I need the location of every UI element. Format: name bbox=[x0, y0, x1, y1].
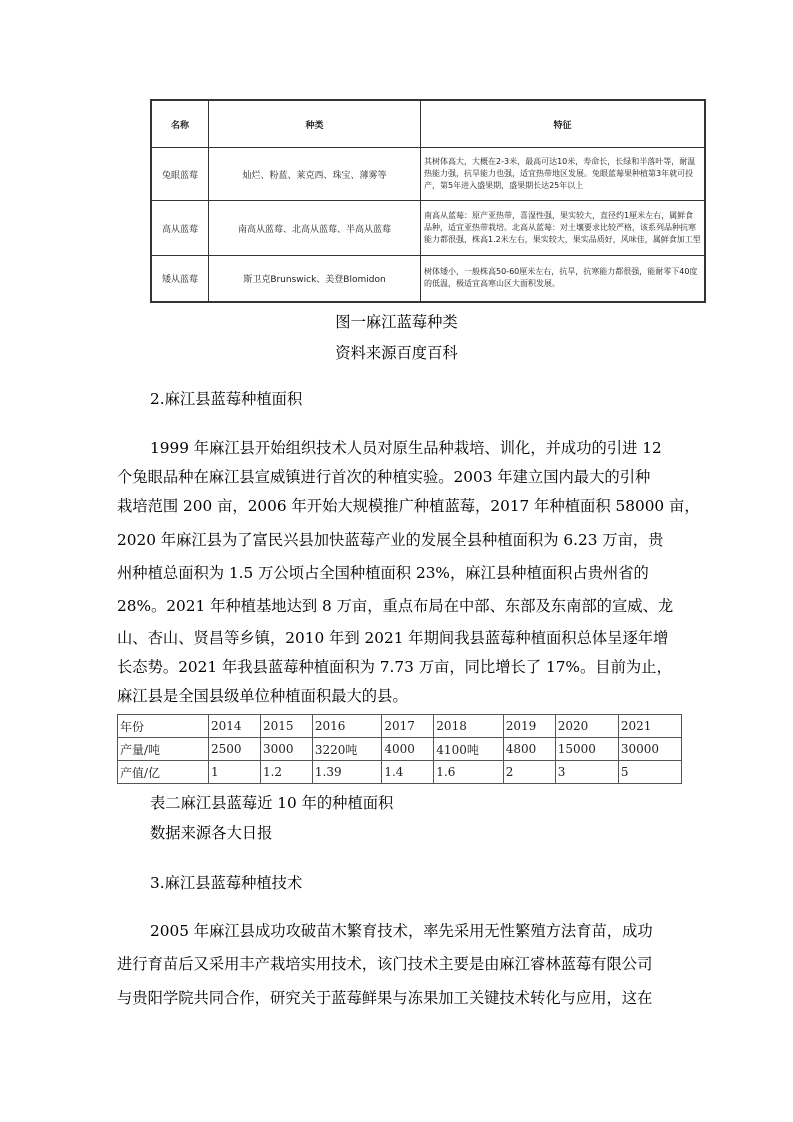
table-cell: 2014 bbox=[209, 715, 261, 738]
figure-cell-name: 兔眼蓝莓 bbox=[151, 148, 209, 201]
paragraph-line: 栽培范围 200 亩，2006 年开始大规模推广种植蓝莓，2017 年种植面积 58000 亩， bbox=[117, 497, 700, 515]
figure-cell-features: 其树体高大，大概在2-3米，最高可达10米，寿命长，长绿和半落叶等，耐温热能力强，抗旱能力也强，适宜热带地区发展。兔眼蓝莓果种植第3年就可投产，第5年进入盛果期，盛果期长达25年以上 bbox=[421, 148, 706, 201]
table-cell: 2020 bbox=[555, 715, 618, 738]
paragraph-line: 2020 年麻江县为了富民兴县加快蓝莓产业的发展全县种植面积为 6.23 万亩，贵 bbox=[117, 531, 664, 549]
table-cell: 2 bbox=[503, 761, 555, 784]
figure-cell-name: 矮从蓝莓 bbox=[151, 256, 209, 302]
table-cell: 1.39 bbox=[312, 761, 381, 784]
paragraph-line: 进行育苗后又采用丰产栽培实用技术，该门技术主要是由麻江睿林蓝莓有限公司 bbox=[117, 955, 653, 973]
figure-table-header-row bbox=[151, 100, 705, 148]
table-cell: 2021 bbox=[618, 715, 681, 738]
table-cell: 2019 bbox=[503, 715, 555, 738]
figure-header-feature: 特征 bbox=[421, 100, 706, 148]
table-cell: 4800 bbox=[503, 738, 555, 761]
table-cell: 15000 bbox=[555, 738, 618, 761]
figure-table-row bbox=[151, 201, 705, 256]
table-row bbox=[118, 761, 682, 784]
table-cell: 2500 bbox=[209, 738, 261, 761]
table-row bbox=[118, 715, 682, 738]
figure-table-row bbox=[151, 148, 705, 201]
table-cell: 1 bbox=[209, 761, 261, 784]
table-cell: 产值/亿 bbox=[118, 761, 209, 784]
table-cell: 3000 bbox=[260, 738, 312, 761]
figure-header-kind: 种类 bbox=[209, 100, 421, 148]
table-cell: 产量/吨 bbox=[118, 738, 209, 761]
section-3-heading: 3.麻江县蓝莓种植技术 bbox=[150, 874, 303, 892]
paragraph-line: 个兔眼品种在麻江县宣威镇进行首次的种植实验。2003 年建立国内最大的引种 bbox=[117, 468, 651, 486]
table-cell: 5 bbox=[618, 761, 681, 784]
figure-header-name: 名称 bbox=[151, 100, 209, 148]
table-cell: 3220吨 bbox=[312, 738, 381, 761]
paragraph-line: 山、杏山、贤昌等乡镇，2010 年到 2021 年期间我县蓝莓种植面积总体呈逐年增 bbox=[117, 629, 669, 647]
paragraph-line: 麻江县是全国县级单位种植面积最大的县。 bbox=[117, 687, 408, 705]
table-cell: 1.2 bbox=[260, 761, 312, 784]
table-cell: 2016 bbox=[312, 715, 381, 738]
table-cell: 4100吨 bbox=[434, 738, 503, 761]
table-cell: 1.6 bbox=[434, 761, 503, 784]
table-cell: 年份 bbox=[118, 715, 209, 738]
table-cell: 4000 bbox=[382, 738, 434, 761]
planting-area-table bbox=[117, 714, 682, 784]
figure-caption: 图一麻江蓝莓种类 bbox=[335, 313, 458, 331]
table-cell: 1.4 bbox=[382, 761, 434, 784]
table-caption: 表二麻江县蓝莓近 10 年的种植面积 bbox=[150, 794, 394, 812]
paragraph-line: 州种植总面积为 1.5 万公顷占全国种植面积 23%，麻江县种植面积占贵州省的 bbox=[117, 564, 649, 582]
table-source: 数据来源各大日报 bbox=[150, 824, 273, 842]
table-cell: 2015 bbox=[260, 715, 312, 738]
table-row bbox=[118, 738, 682, 761]
table-cell: 2017 bbox=[382, 715, 434, 738]
paragraph-line: 28%。2021 年种植基地达到 8 万亩，重点布局在中部、东部及东南部的宣威、龙 bbox=[117, 597, 674, 615]
figure-cell-name: 高从蓝莓 bbox=[151, 201, 209, 256]
figure-cell-kinds: 斯卫克Brunswick、美登Blomidon bbox=[209, 256, 421, 302]
table-cell: 3 bbox=[555, 761, 618, 784]
paragraph-line: 2005 年麻江县成功攻破苗木繁育技术，率先采用无性繁殖方法育苗，成功 bbox=[150, 922, 653, 940]
figure-cell-features: 南高从蓝莓：原产亚热带，喜湿性强，果实较大，直径约1厘米左右，属鲜食品种，适宜亚热带栽培。北高从蓝莓：对土壤要求比较严格，该系列品种抗寒能力都很强，株高1.2米左右，果实较大，果实品质好，风味佳，属鲜食加工型 bbox=[421, 201, 706, 256]
paragraph-line: 长态势。2021 年我县蓝莓种植面积为 7.73 万亩，同比增长了 17%。目前为止， bbox=[117, 658, 672, 676]
section-2-heading: 2.麻江县蓝莓种植面积 bbox=[150, 390, 303, 408]
paragraph-line: 1999 年麻江县开始组织技术人员对原生品种栽培、训化，并成功的引进 12 bbox=[150, 439, 662, 457]
table-cell: 30000 bbox=[618, 738, 681, 761]
figure-cell-features: 树体矮小，一般株高50-60厘米左右，抗旱，抗寒能力都很强，能耐零下40度的低温，极适宜高寒山区大面积发展。 bbox=[421, 256, 706, 302]
figure-cell-kinds: 灿烂、粉蓝、莱克西、珠宝、薄雾等 bbox=[209, 148, 421, 201]
paragraph-line: 与贵阳学院共同合作，研究关于蓝莓鲜果与冻果加工关键技术转化与应用，这在 bbox=[117, 989, 653, 1007]
blueberry-varieties-figure-table bbox=[150, 99, 706, 303]
figure-source: 资料来源百度百科 bbox=[335, 344, 458, 362]
figure-cell-kinds: 南高从蓝莓、北高从蓝莓、半高从蓝莓 bbox=[209, 201, 421, 256]
figure-table-row bbox=[151, 256, 705, 302]
table-cell: 2018 bbox=[434, 715, 503, 738]
